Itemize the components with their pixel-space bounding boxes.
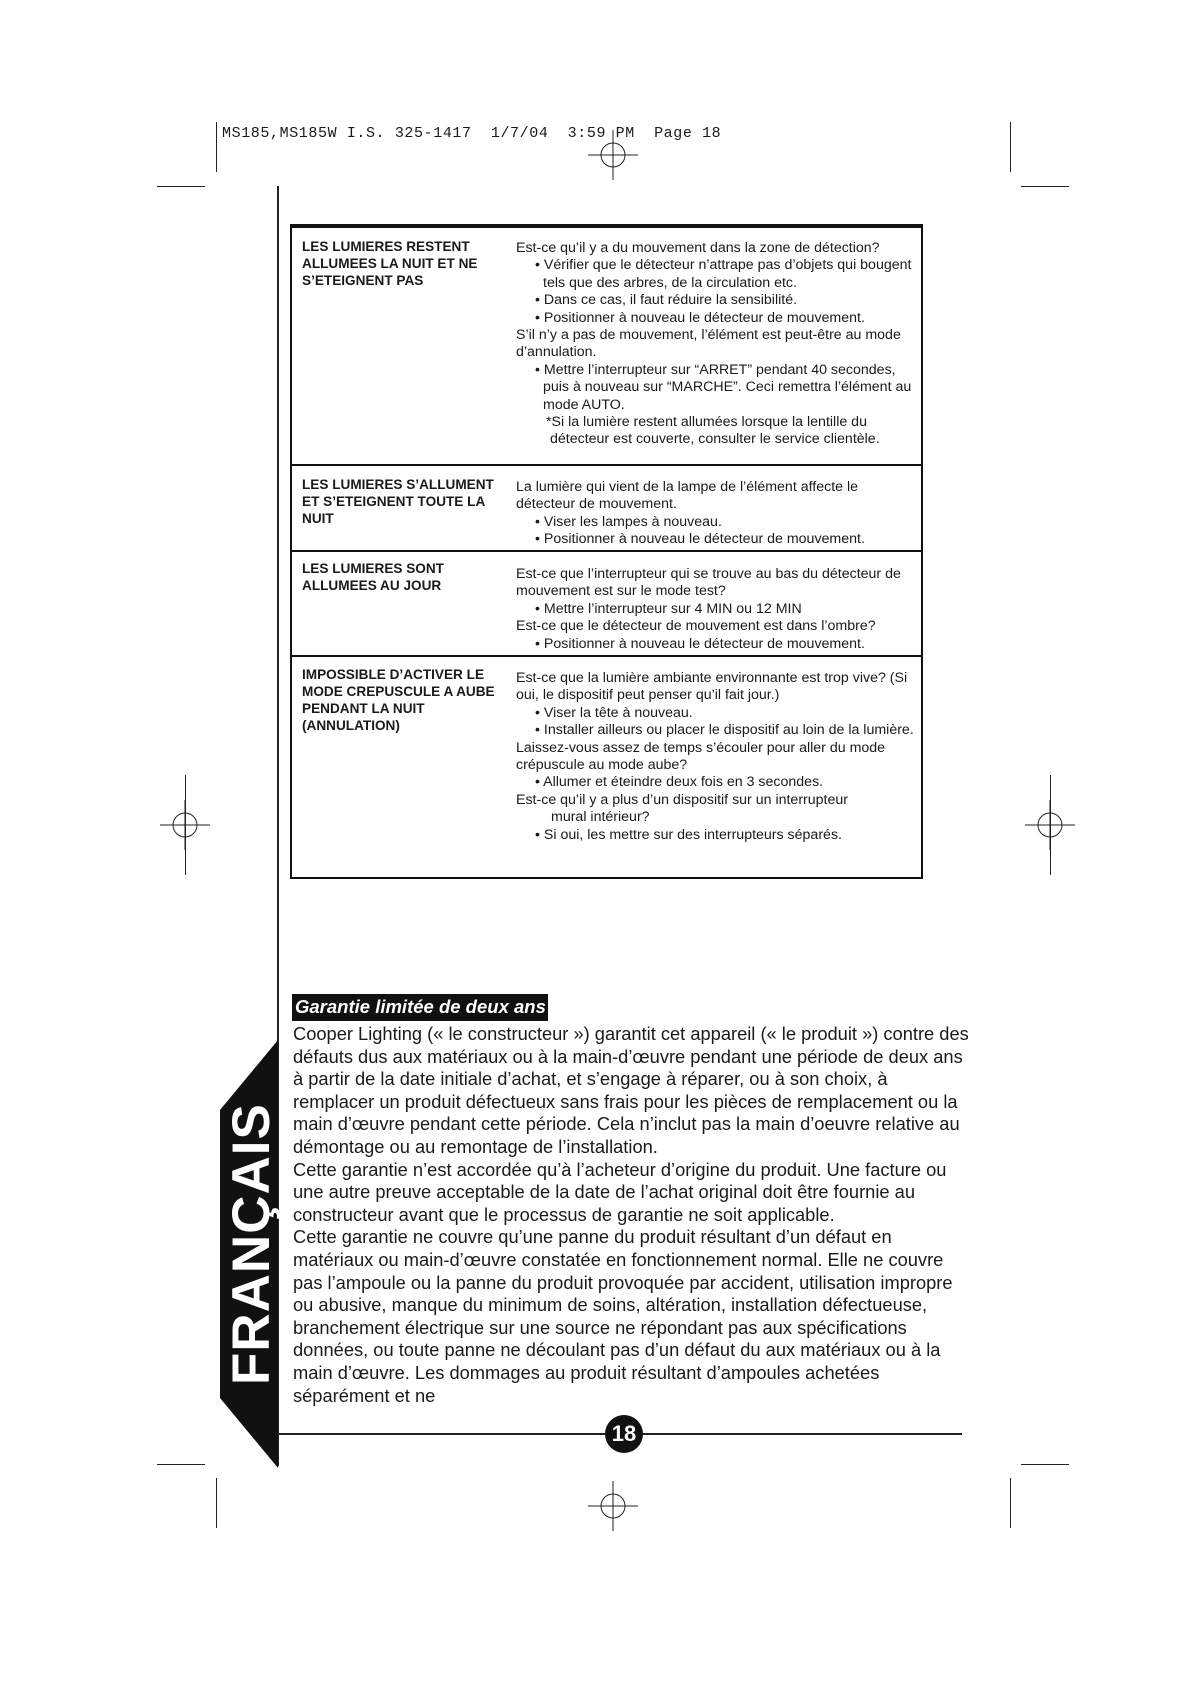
solution-text — [516, 670, 921, 844]
problem-label: IMPOSSIBLE D’ACTIVER LE MODE CREPUSCULE A AUBE PENDANT LA NUIT (ANNULATION) — [302, 667, 495, 733]
problem-label: LES LUMIERES S’ALLUMENT ET S’ETEIGNENT TOUTE LA NUIT — [302, 477, 494, 526]
crop-mark — [157, 186, 205, 187]
solution-bullet: • Viser la tête à nouveau. — [535, 704, 693, 721]
solution-bullet: • Mettre l’interrupteur sur 4 MIN ou 12 MIN — [535, 600, 802, 617]
table-row — [292, 464, 921, 550]
solution-line: S’il n’y a pas de mouvement, l’élément est peut-être au mode d’annulation. — [516, 327, 901, 361]
solution-line: Est-ce que l’interrupteur qui se trouve au bas du détecteur de mouvement est sur le mode test? — [516, 566, 901, 600]
solution-note: *Si la lumière restent allumées lorsque la lentille du détecteur est couverte, consulter le service clientèle. — [546, 414, 880, 448]
solution-line: Est-ce qu’il y a plus d’un dispositif sur un interrupteur — [516, 791, 848, 808]
solution-line: La lumière qui vient de la lampe de l’élément affecte le détecteur de mouvement. — [516, 479, 859, 513]
problem-label: LES LUMIERES RESTENT ALLUMEES LA NUIT ET NE S’ETEIGNENT PAS — [302, 239, 478, 288]
crop-mark — [157, 1464, 205, 1465]
solution-bullet: • Installer ailleurs ou placer le dispositif au loin de la lumière. — [535, 722, 914, 739]
warranty-paragraph: Cooper Lighting (« le constructeur ») garantit cet appareil (« le produit ») contre des défauts dus aux matériaux ou à la main-d’œuvre pendant une période de deux ans à partir de la date initiale d’achat, et s’engage à réparer, ou à son choix, à remplacer un produit défectueux sans frais pour les pièces de remplacement ou la main d’œuvre pendant cette période. Cela n’inclut pas la main d’oeuvre relative au démontage ou au remontage de l’installation. — [293, 1023, 969, 1157]
warranty-paragraph: Cette garantie n’est accordée qu’à l’acheteur d’origine du produit. Une facture ou une autre preuve acceptable de la date de l’achat original doit être fournie au constructeur avant que le processus de garantie ne soit applicable. — [293, 1158, 947, 1225]
print-slug: MS185,MS185W I.S. 325-1417 1/7/04 3:59 PM Page 18 — [222, 125, 722, 142]
crop-mark — [1010, 1478, 1011, 1528]
solution-bullet: • Positionner à nouveau le détecteur de mouvement. — [535, 309, 865, 326]
section-heading: Garantie limitée de deux ans — [292, 994, 548, 1021]
solution-bullet: • Dans ce cas, il faut réduire la sensibilité. — [535, 292, 798, 309]
table-row — [292, 655, 921, 879]
crop-mark — [216, 122, 217, 172]
solution-bullet: • Positionner à nouveau le détecteur de mouvement. — [535, 531, 865, 548]
crop-mark — [216, 1478, 217, 1528]
troubleshooting-table — [290, 224, 923, 879]
table-row — [292, 550, 921, 655]
solution-bullet: • Viser les lampes à nouveau. — [535, 513, 722, 530]
solution-bullet: • Allumer et éteindre deux fois en 3 secondes. — [535, 774, 824, 791]
crop-mark — [1021, 186, 1069, 187]
solution-line: Laissez-vous assez de temps s’écouler pour aller du mode crépuscule au mode aube? — [516, 739, 886, 774]
registration-mark-icon — [588, 1481, 638, 1531]
problem-label: LES LUMIERES SONT ALLUMEES AU JOUR — [302, 561, 444, 593]
solution-bullet: • Positionner à nouveau le détecteur de mouvement. — [535, 635, 865, 652]
solution-line: Est-ce que la lumière ambiante environnante est trop vive? (Si oui, le dispositif peut penser qu’il fait jour.) — [516, 670, 908, 704]
registration-line — [185, 775, 186, 875]
solution-text — [516, 566, 921, 653]
solution-line: Est-ce qu’il y a du mouvement dans la zone de détection? — [516, 240, 880, 256]
registration-line — [1050, 775, 1051, 875]
solution-bullet: • Vérifier que le détecteur n’attrape pas d’objets qui bougent tels que des arbres, de la circulation etc. — [535, 257, 912, 291]
solution-text — [516, 479, 921, 549]
solution-line: Est-ce que le détecteur de mouvement est dans l’ombre? — [516, 618, 876, 635]
solution-line: mural intérieur? — [551, 809, 650, 826]
crop-mark — [1021, 1464, 1069, 1465]
table-row — [292, 228, 921, 464]
solution-bullet: • Mettre l’interrupteur sur “ARRET” pendant 40 secondes, puis à nouveau sur “MARCHE”. Ceci remettra l’élément au mode AUTO. — [535, 361, 912, 413]
solution-text — [516, 240, 921, 449]
solution-bullet: • Si oui, les mettre sur des interrupteurs séparés. — [535, 826, 842, 843]
crop-mark — [1010, 122, 1011, 172]
warranty-body — [293, 1023, 969, 1407]
page-number: 18 — [605, 1415, 643, 1453]
language-tab-label: FRANÇAIS — [222, 1103, 281, 1385]
warranty-paragraph: Cette garantie ne couvre qu’une panne du produit résultant d’un défaut en matériaux ou main-d’œuvre constatée en fonctionnement normal. Elle ne couvre pas l’ampoule ou la panne du produit provoquée par accident, utilisation impropre ou abusive, manque du minimum de soins, altération, installation défectueuse, branchement électrique sur une source ne répondant pas aux spécifications données, ou toute panne ne découlant pas d’un défaut du aux matériaux ou à la main d’œuvre. Les dommages au produit résultant d’ampoules achetées séparément et ne — [293, 1226, 953, 1406]
registration-mark-icon — [588, 130, 638, 180]
